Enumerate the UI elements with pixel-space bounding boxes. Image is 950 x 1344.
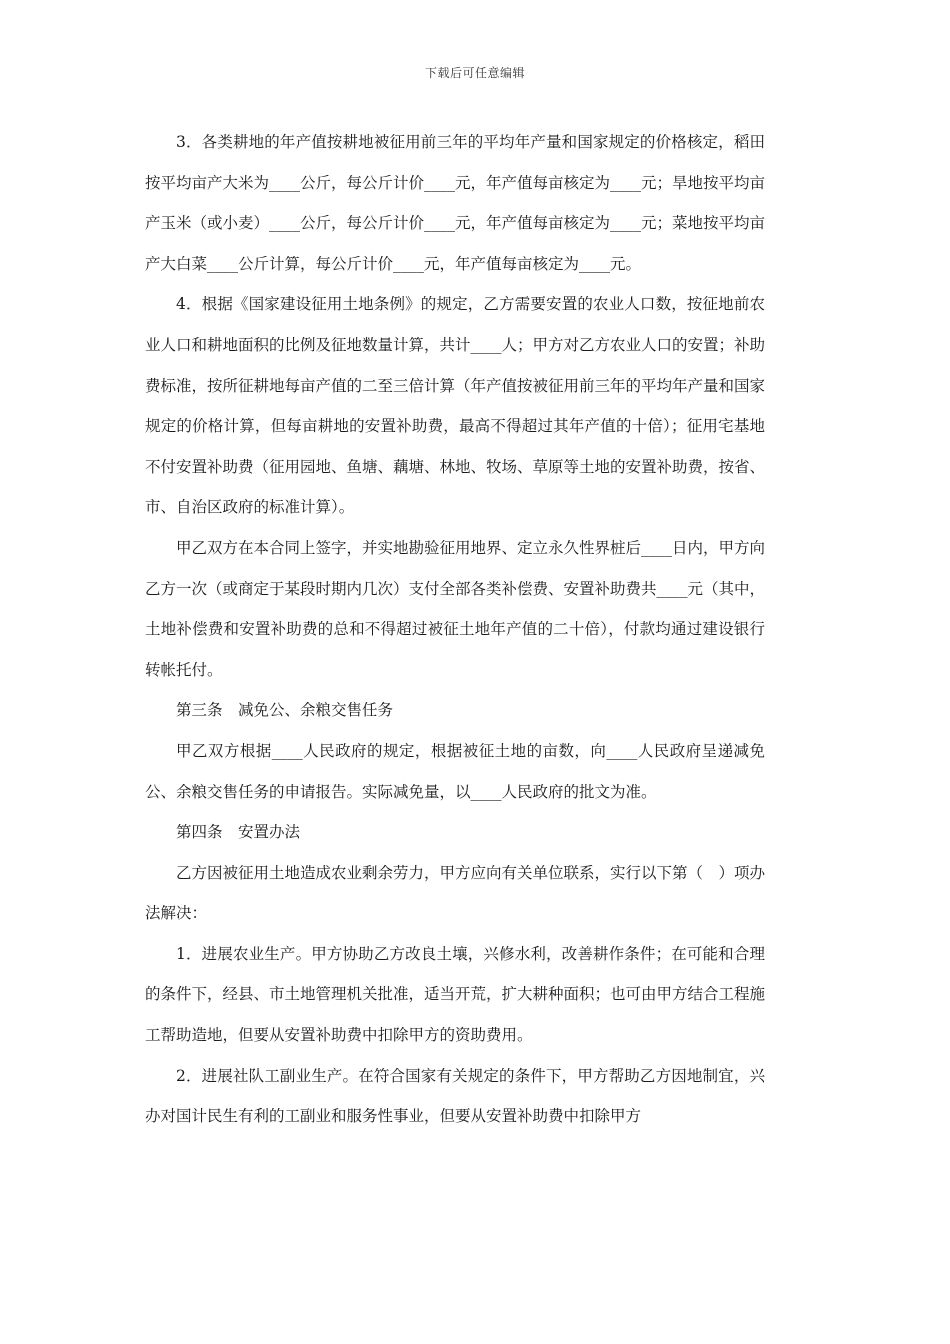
section-heading-article4: 第四条 安置办法 [176,823,301,842]
document-body [145,122,765,1137]
paragraph-item3-farmland-value: 3．各类耕地的年产值按耕地被征用前三年的平均年产量和国家规定的价格核定，稻田按平均亩产大米为____公斤，每公斤计价____元，年产值每亩核定为____元；旱地按平均亩产玉米（或小麦）____公斤，每公斤计价____元，年产值每亩核定为____元；菜地按平均亩产大白菜____公斤计算，每公斤计价____元，年产值每亩核定为____元。 [145,133,766,273]
paragraph-payment: 甲乙双方在本合同上签字，并实地勘验征用地界、定立永久性界桩后____日内，甲方向乙方一次（或商定于某段时期内几次）支付全部各类补偿费、安置补助费共____元（其中，土地补偿费和安置补助费的总和不得超过被征土地年产值的二十倍），付款均通过建设银行转帐托付。 [145,538,766,679]
section-heading-article3: 第三条 减免公、余粮交售任务 [176,701,394,720]
page-header: 下载后可任意编辑 [424,66,525,80]
paragraph-option2-sideline: 2．进展社队工副业生产。在符合国家有关规定的条件下，甲方帮助乙方因地制宜，兴办对国计民生有利的工副业和服务性事业，但要从安置补助费中扣除甲方 [145,1066,765,1126]
paragraph-surplus-labor: 乙方因被征用土地造成农业剩余劳力，甲方应向有关单位联系，实行以下第（ ）项办法解决： [145,863,766,923]
paragraph-option1-agriculture: 1．进展农业生产。甲方协助乙方改良土壤，兴修水利，改善耕作条件；在可能和合理的条件下，经县、市土地管理机关批准，适当开荒，扩大耕种面积；也可由甲方结合工程施工帮助造地，但要从安置补助费中扣除甲方的资助费用。 [145,944,766,1045]
paragraph-item4-resettlement: 4．根据《国家建设征用土地条例》的规定，乙方需要安置的农业人口数，按征地前农业人口和耕地面积的比例及征地数量计算，共计____人；甲方对乙方农业人口的安置；补助费标准，按所征耕地每亩产值的二至三倍计算（年产值按被征用前三年的平均年产量和国家规定的价格计算，但每亩耕地的安置补助费，最高不得超过其年产值的十倍）；征用宅基地不付安置补助费（征用园地、鱼塘、藕塘、林地、牧场、草原等土地的安置补助费，按省、市、自治区政府的标准计算）。 [145,295,766,517]
paragraph-grain-reduction: 甲乙双方根据____人民政府的规定，根据被征土地的亩数，向____人民政府呈递减免公、余粮交售任务的申请报告。实际减免量，以____人民政府的批文为准。 [145,741,765,801]
